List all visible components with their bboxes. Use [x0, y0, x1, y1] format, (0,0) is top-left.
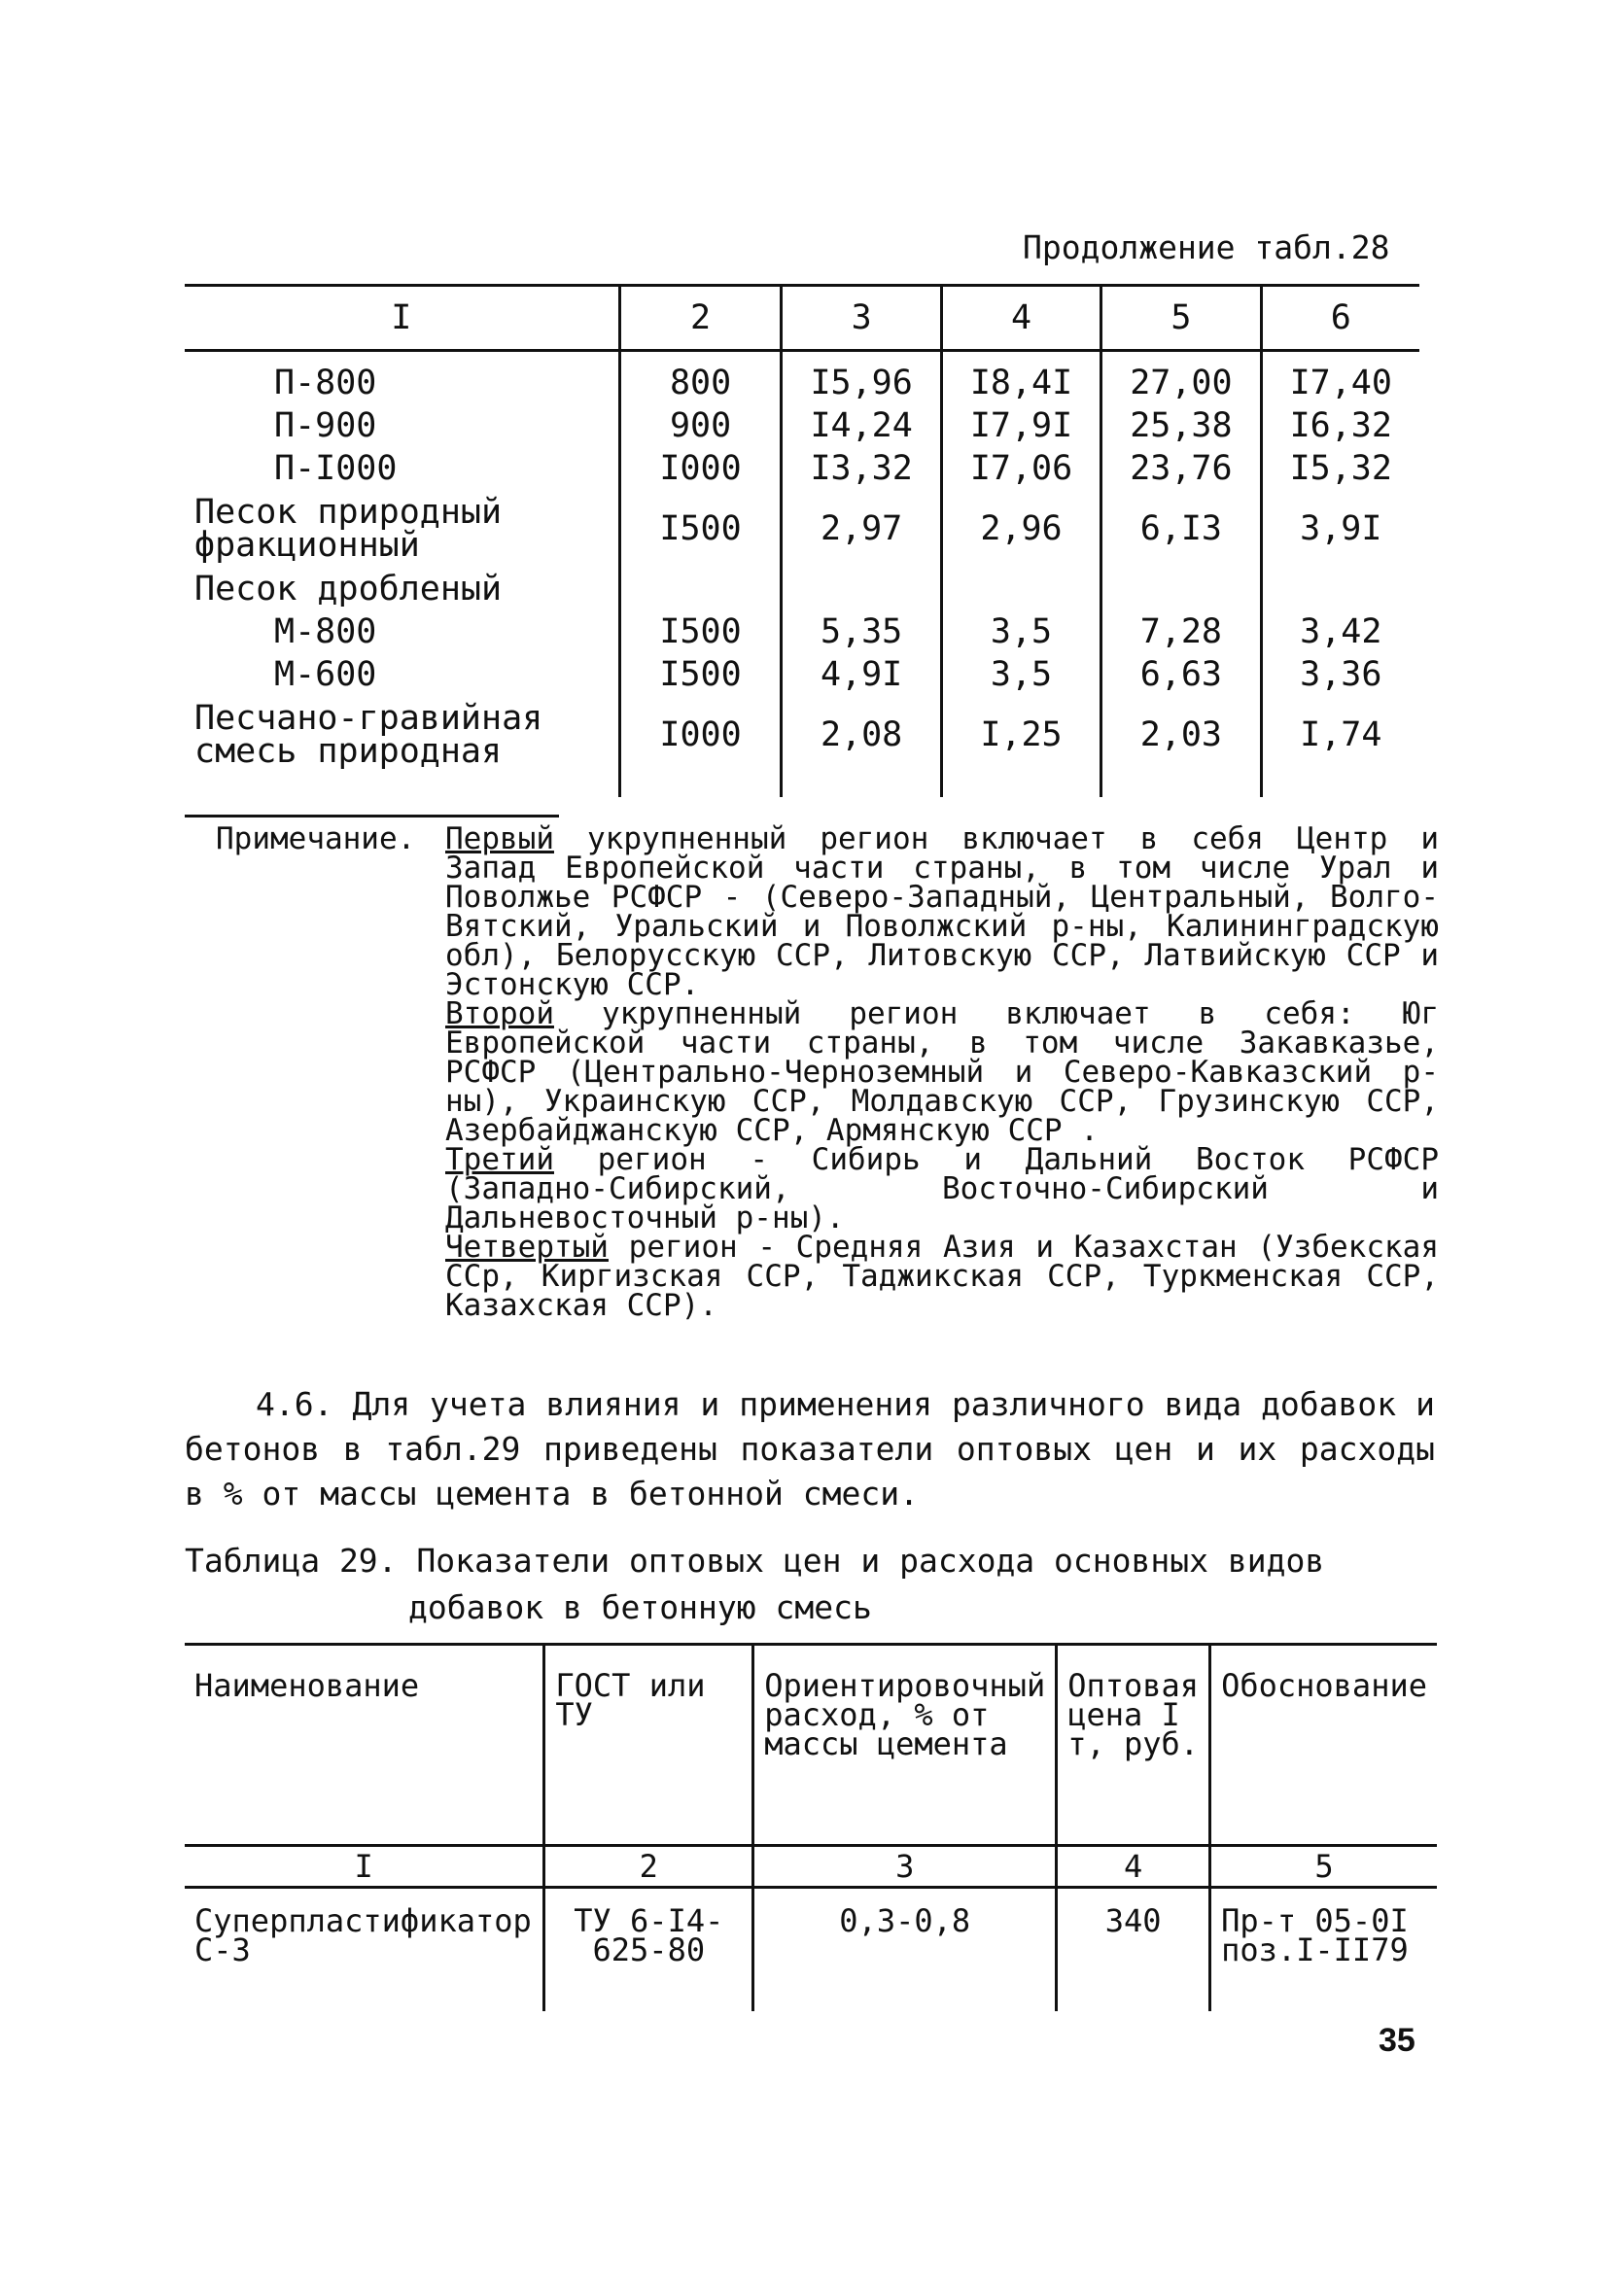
header-cell: ГОСТ или ТУ [544, 1645, 753, 1846]
column-number: 4 [1057, 1846, 1210, 1888]
cell: I7,9I [941, 404, 1100, 447]
cell: 6,63 [1101, 653, 1261, 696]
table-header-row [185, 286, 1419, 351]
header-cell: Ориентировочный расход, % от массы цемента [753, 1645, 1057, 1846]
note-item [445, 996, 1439, 1148]
header-cell: I [185, 286, 619, 351]
cell: Пр-т 05-0I поз.I-II79 [1210, 1888, 1437, 2012]
cell: I500 [619, 653, 782, 696]
header-cell: 3 [782, 286, 941, 351]
note-item-text: регион - Средняя Азия и Казахстан (Узбекская ССр, Киргизская ССР, Таджикская ССР, Туркменская ССР, Казахская ССР). [445, 1230, 1439, 1323]
row-name: П-I000 [274, 449, 398, 488]
table-row [185, 447, 1419, 490]
cell: I6,32 [1261, 404, 1419, 447]
cell: 25,38 [1101, 404, 1261, 447]
cell: I5,96 [782, 351, 941, 405]
table-row [185, 404, 1419, 447]
table-spacer-row [185, 774, 1419, 797]
cell [941, 568, 1100, 610]
note-body [445, 821, 1439, 1323]
note-item [445, 1230, 1439, 1323]
cell: Суперпластификатор С-3 [194, 1902, 532, 1968]
cell: I7,06 [941, 447, 1100, 490]
table-header-row [185, 1645, 1437, 1846]
header-cell: 6 [1261, 286, 1419, 351]
cell: 5,35 [782, 610, 941, 653]
note-divider [185, 815, 559, 818]
cell [782, 568, 941, 610]
cell: 4,9I [782, 653, 941, 696]
cell [619, 568, 782, 610]
column-number: 2 [544, 1846, 753, 1888]
row-name: П-800 [274, 364, 377, 402]
header-cell: Обоснование [1210, 1645, 1437, 1846]
cell [1101, 568, 1261, 610]
cell [1261, 568, 1419, 610]
cell: 2,08 [782, 696, 941, 774]
table-29-title-line1: Таблица 29. Показатели оптовых цен и расхода основных видов [185, 1542, 1325, 1580]
table-29-title [185, 1538, 1449, 1631]
cell: I500 [619, 610, 782, 653]
row-name: Песок природный фракционный [194, 493, 503, 565]
table-continuation-label: Продолжение табл.28 [1023, 228, 1390, 266]
row-name: М-600 [274, 655, 377, 694]
header-cell: 4 [941, 286, 1100, 351]
table-row [185, 653, 1419, 696]
cell: 340 [1057, 1888, 1210, 2012]
cell: 7,28 [1101, 610, 1261, 653]
cell: 0,3-0,8 [753, 1888, 1057, 2012]
table-number-row [185, 1846, 1437, 1888]
cell: I000 [619, 447, 782, 490]
cell: 2,96 [941, 490, 1100, 568]
cell: 27,00 [1101, 351, 1261, 405]
cell: 3,5 [941, 610, 1100, 653]
table-row [185, 696, 1419, 774]
cell: I,74 [1261, 696, 1419, 774]
cell: 2,03 [1101, 696, 1261, 774]
cell: I,25 [941, 696, 1100, 774]
note-item-lead: Четвертый [445, 1230, 609, 1265]
note-item-lead: Первый [445, 821, 554, 856]
cell: 6,I3 [1101, 490, 1261, 568]
table-row [185, 610, 1419, 653]
note-item-text: укрупненный регион включает в себя Центр и Запад Европейской части страны, в том числе Урал и Поволжье РСФСР - (Северо-Западный, Центральный, Волго-Вятский, Уральский и Поволжский р-ны, Калининградскую обл), Белорусскую ССР, Литовскую ССР, Латвийскую ССР и Эстонскую ССР. [445, 821, 1439, 1002]
cell: 2,97 [782, 490, 941, 568]
cell: I3,32 [782, 447, 941, 490]
cell: 3,42 [1261, 610, 1419, 653]
note-item-text: укрупненный регион включает в себя: Юг Европейской части страны, в том числе Закавказье, РСФСР (Центрально-Черноземный и Северо-Кавказский р-ны), Украинскую ССР, Молдавскую ССР, Грузинскую ССР, Азербайджанскую ССР, Армянскую ССР . [445, 996, 1439, 1148]
cell: 3,36 [1261, 653, 1419, 696]
cell: I8,4I [941, 351, 1100, 405]
header-cell: Наименование [185, 1645, 544, 1846]
cell: 3,5 [941, 653, 1100, 696]
table-29 [185, 1643, 1437, 2011]
cell: I7,40 [1261, 351, 1419, 405]
note-item-lead: Третий [445, 1142, 554, 1177]
column-number: 5 [1210, 1846, 1437, 1888]
table-row [185, 351, 1419, 405]
cell: 23,76 [1101, 447, 1261, 490]
table-28 [185, 284, 1419, 797]
note-label: Примечание. [216, 821, 416, 856]
table-row [185, 568, 1419, 610]
note-item-lead: Второй [445, 996, 554, 1031]
cell: 3,9I [1261, 490, 1419, 568]
cell: 900 [619, 404, 782, 447]
body-paragraph: 4.6. Для учета влияния и применения различного вида добавок и бетонов в табл.29 приведены показатели оптовых цен и их расходы в % от массы цемента в бетонной смеси. [185, 1385, 1435, 1513]
column-number: 3 [753, 1846, 1057, 1888]
page-number: 35 [1379, 2022, 1415, 2059]
table-29-title-line2: добавок в бетонную смесь [408, 1588, 872, 1626]
note-item [445, 821, 1439, 1002]
row-name: Песчано-гравийная смесь природная [194, 699, 543, 771]
cell: I5,32 [1261, 447, 1419, 490]
header-cell: 5 [1101, 286, 1261, 351]
row-name: П-900 [274, 406, 377, 445]
cell: I500 [619, 490, 782, 568]
cell: 800 [619, 351, 782, 405]
cell: I4,24 [782, 404, 941, 447]
header-cell: Оптовая цена I т, руб. [1057, 1645, 1210, 1846]
cell: ТУ 6-I4-625-80 [544, 1888, 753, 2012]
header-cell: 2 [619, 286, 782, 351]
cell: I000 [619, 696, 782, 774]
note-item [445, 1142, 1439, 1235]
table-row [185, 490, 1419, 568]
row-name: М-800 [274, 612, 377, 651]
row-name: Песок дробленый [194, 570, 503, 609]
column-number: I [185, 1846, 544, 1888]
table-row [185, 1888, 1437, 2012]
note-item-text: регион - Сибирь и Дальний Восток РСФСР (Западно-Сибирский, Восточно-Сибирский и Дальневосточный р-ны). [445, 1142, 1439, 1235]
